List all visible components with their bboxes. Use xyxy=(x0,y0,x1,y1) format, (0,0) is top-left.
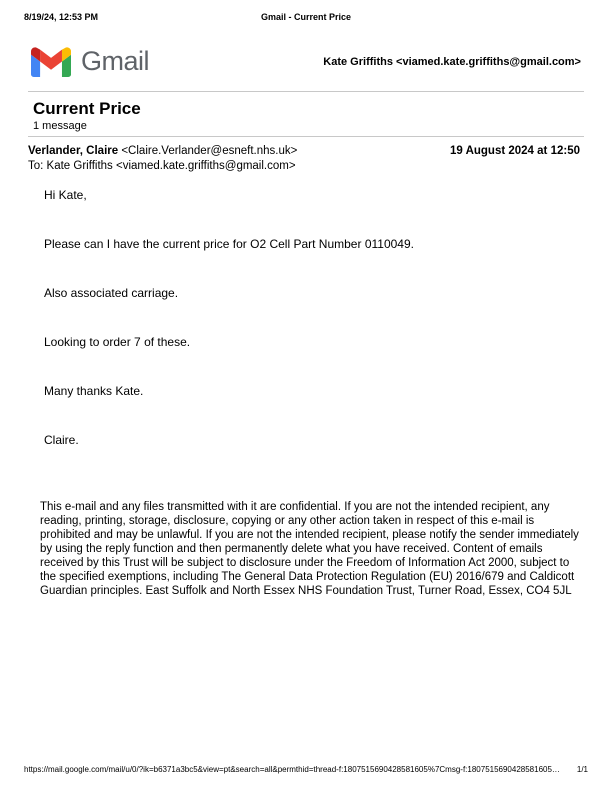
account-email: <viamed.kate.griffiths@gmail.com> xyxy=(396,56,581,68)
recipient-line: To: Kate Griffiths <viamed.kate.griffiths@gmail.com> xyxy=(28,160,296,172)
print-title: Gmail - Current Price xyxy=(260,12,352,22)
sender-name: Verlander, Claire xyxy=(28,145,119,157)
gmail-m-icon xyxy=(31,46,71,77)
message-count: 1 message xyxy=(33,120,87,132)
body-paragraph: Many thanks Kate. xyxy=(44,384,144,398)
account-info xyxy=(323,56,581,68)
thread-subject: Current Price xyxy=(33,99,141,118)
message-date: 19 August 2024 at 12:50 xyxy=(450,145,580,157)
sender-email: <Claire.Verlander@esneft.nhs.uk> xyxy=(121,145,298,157)
print-datetime: 8/19/24, 12:53 PM xyxy=(24,12,99,22)
gmail-logo xyxy=(31,46,149,77)
body-paragraph: Please can I have the current price for O2 Cell Part Number 0110049. xyxy=(44,237,414,251)
divider-top xyxy=(28,91,584,92)
email-disclaimer: This e-mail and any files transmitted with it are confidential. If you are not the intended recipient, any reading, printing, storage, disclosure, copying or any other action taken in respect of this e-mail is prohibited and may be unlawful. If you are not the intended recipient, please notify the sender immediately by using the reply function and then permanently delete what you have received. Content of emails received by this Trust will be subject to disclosure under the Freedom of Information Act 2000, subject to the specified exemptions, including The General Data Protection Regulation (EU) 2016/679 and Caldicott Guardian principles. East Suffolk and North Essex NHS Foundation Trust, Turner Road, Essex, CO4 5JL xyxy=(40,501,579,597)
message-body xyxy=(44,188,572,482)
gmail-logo-text: Gmail xyxy=(81,46,150,76)
body-paragraph: Hi Kate, xyxy=(44,188,87,202)
print-url: https://mail.google.com/mail/u/0/?ik=b6371a3bc5&view=pt&search=all&permthid=thread-f:1807515690428581605%7Cmsg-f:1807515690428581605… xyxy=(24,765,560,774)
account-name: Kate Griffiths xyxy=(323,56,393,68)
divider-thread xyxy=(28,136,584,137)
sender-line xyxy=(28,145,297,157)
body-paragraph: Also associated carriage. xyxy=(44,286,179,300)
body-paragraph: Claire. xyxy=(44,433,79,447)
body-paragraph: Looking to order 7 of these. xyxy=(44,335,191,349)
print-page-number: 1/1 xyxy=(576,765,588,774)
